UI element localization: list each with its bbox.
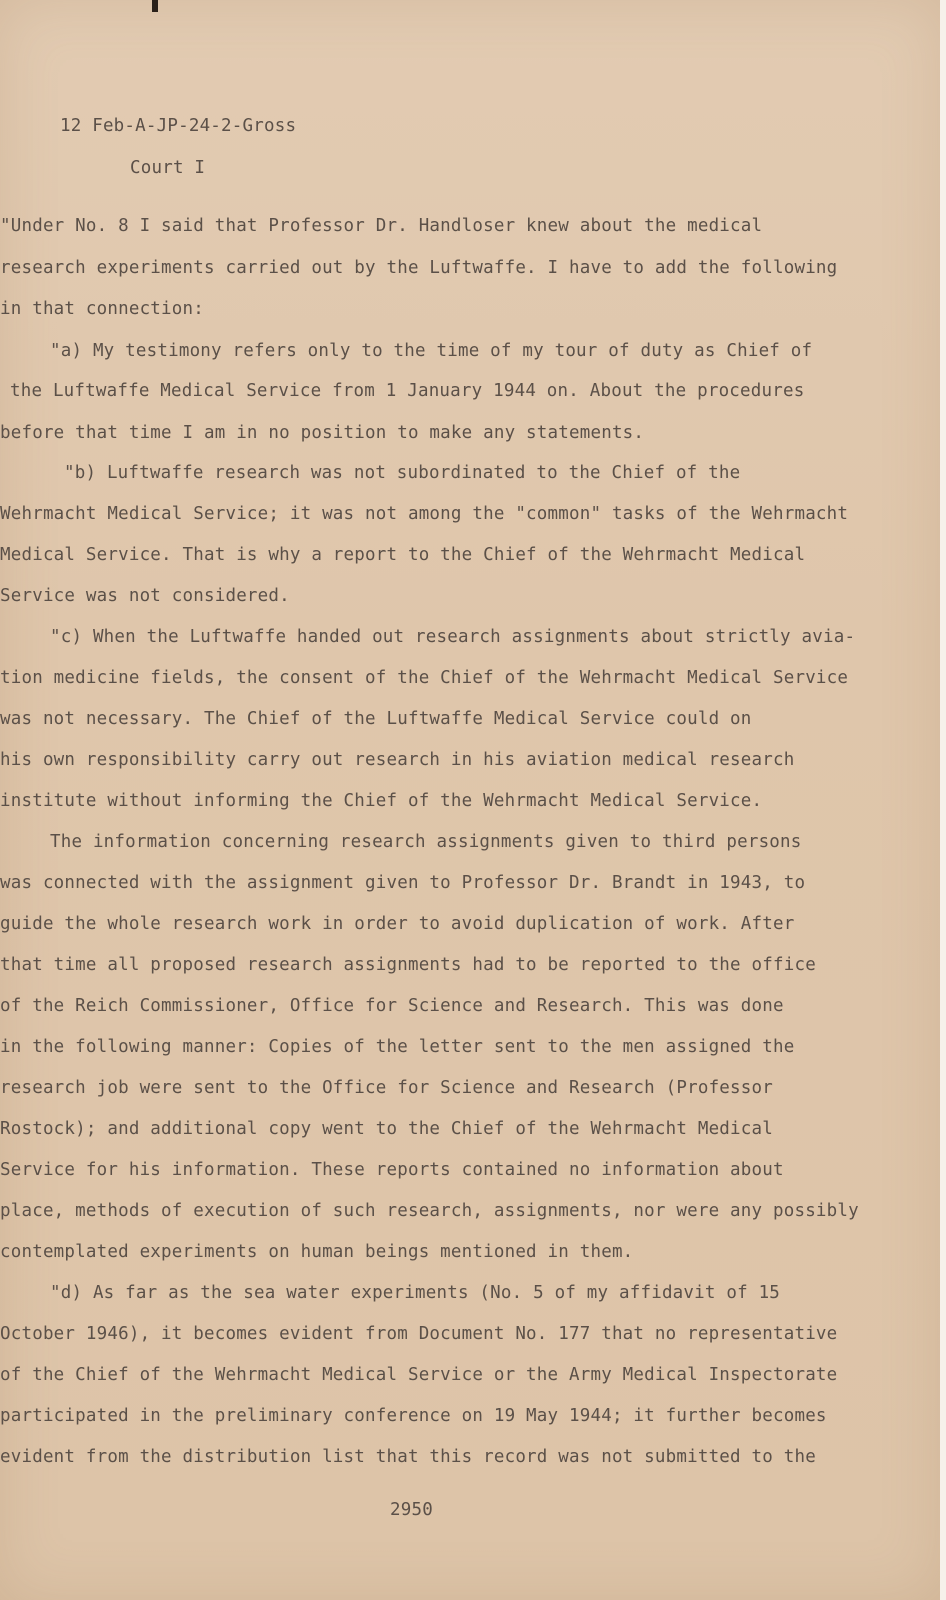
body-line: "c) When the Luftwaffe handed out research assignments about strictly avia-: [50, 627, 856, 647]
page-number: 2950: [390, 1500, 433, 1520]
body-line: research job were sent to the Office for Science and Research (Professor: [0, 1078, 773, 1098]
body-line: "d) As far as the sea water experiments (No. 5 of my affidavit of 15: [50, 1283, 781, 1303]
body-line: the Luftwaffe Medical Service from 1 January 1944 on. About the procedures: [10, 381, 805, 401]
body-line: before that time I am in no position to make any statements.: [0, 423, 645, 443]
body-line: participated in the preliminary conference on 19 May 1944; it further becomes: [0, 1406, 827, 1426]
body-line: institute without informing the Chief of the Wehrmacht Medical Service.: [0, 791, 763, 811]
body-line: place, methods of execution of such research, assignments, nor were any possibly: [0, 1201, 859, 1221]
body-line: Service for his information. These reports contained no information about: [0, 1160, 784, 1180]
body-line: The information concerning research assignments given to third persons: [50, 832, 802, 852]
body-line: October 1946), it becomes evident from Document No. 177 that no representative: [0, 1324, 838, 1344]
body-line: "Under No. 8 I said that Professor Dr. Handloser knew about the medical: [0, 216, 763, 236]
body-line: that time all proposed research assignments had to be reported to the office: [0, 955, 816, 975]
body-line: contemplated experiments on human beings mentioned in them.: [0, 1242, 634, 1262]
court-label: Court I: [130, 158, 206, 178]
document-reference: 12 Feb-A-JP-24-2-Gross: [60, 116, 297, 136]
body-line: was not necessary. The Chief of the Luftwaffe Medical Service could on: [0, 709, 752, 729]
body-line: "b) Luftwaffe research was not subordinated to the Chief of the: [64, 463, 741, 483]
body-line: his own responsibility carry out research in his aviation medical research: [0, 750, 795, 770]
body-line: of the Chief of the Wehrmacht Medical Service or the Army Medical Inspectorate: [0, 1365, 838, 1385]
body-line: Rostock); and additional copy went to the Chief of the Wehrmacht Medical: [0, 1119, 773, 1139]
body-line: in the following manner: Copies of the letter sent to the men assigned the: [0, 1037, 795, 1057]
body-line: was connected with the assignment given to Professor Dr. Brandt in 1943, to: [0, 873, 806, 893]
body-line: in that connection:: [0, 299, 204, 319]
body-line: tion medicine fields, the consent of the Chief of the Wehrmacht Medical Service: [0, 668, 849, 688]
body-line: guide the whole research work in order to avoid duplication of work. After: [0, 914, 795, 934]
body-line: evident from the distribution list that this record was not submitted to the: [0, 1447, 816, 1467]
body-line: Wehrmacht Medical Service; it was not among the "common" tasks of the Wehrmacht: [0, 504, 849, 524]
body-line: Medical Service. That is why a report to the Chief of the Wehrmacht Medical: [0, 545, 806, 565]
body-line: research experiments carried out by the Luftwaffe. I have to add the following: [0, 258, 838, 278]
body-line: of the Reich Commissioner, Office for Science and Research. This was done: [0, 996, 784, 1016]
body-line: Service was not considered.: [0, 586, 290, 606]
edge-mark: [152, 0, 158, 12]
body-line: "a) My testimony refers only to the time of my tour of duty as Chief of: [50, 341, 813, 361]
